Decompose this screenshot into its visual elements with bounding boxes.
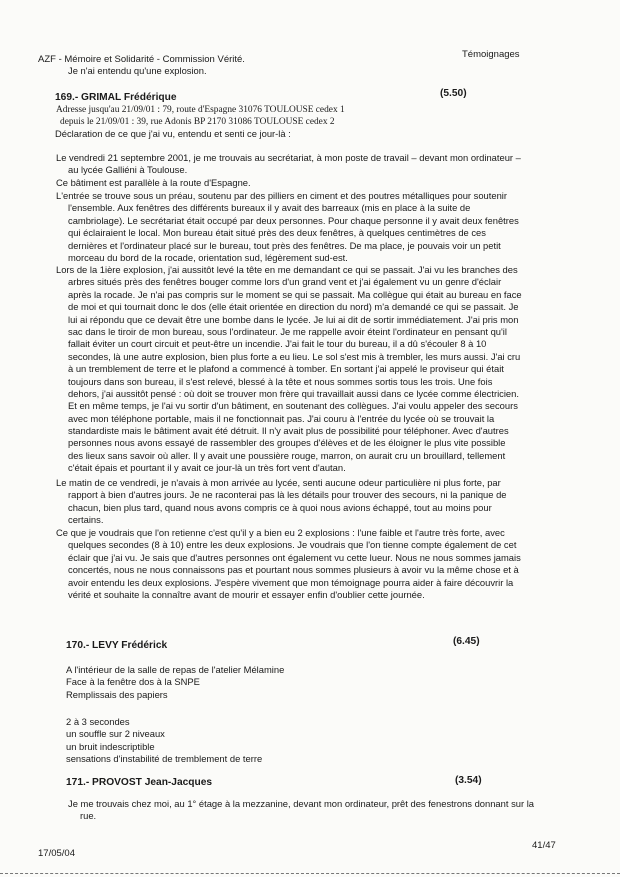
entry-171-title: 171.- PROVOST Jean-Jacques: [66, 777, 213, 788]
entry-169-address-2: depuis le 21/09/01 : 39, rue Adonis BP 2170 31086 TOULOUSE cedex 2: [60, 117, 335, 127]
entry-169-intro: Déclaration de ce que j'ai vu, entendu et senti ce jour-là :: [55, 128, 291, 139]
entry-170-sensation-lines: 2 à 3 secondes un souffle sur 2 niveaux un bruit indescriptible sensations d'instabilité de tremblement de terre: [66, 716, 263, 765]
entry-170-code: (6.45): [453, 636, 480, 647]
entry-169-title: 169.- GRIMAL Frédérique: [55, 92, 177, 103]
entry-169-code: (5.50): [440, 88, 467, 99]
entry-170-title: 170.- LEVY Frédérick: [66, 640, 168, 651]
entry-169-paragraph-1: Le vendredi 21 septembre 2001, je me trouvais au secrétariat, à mon poste de travail – devant mon ordinateur – au lycée Galliéni à Toulouse.: [56, 152, 521, 176]
entry-169-paragraph-3: L'entrée se trouve sous un préau, soutenu par des pilliers en ciment et des poutres métalliques pour soutenir l'ensemble. Aux fenêtres des différents bureaux il y avait des barreaux (mis en place à la suite de cambriolage). Le secrétariat était occupé par deux personnes. Pour chaque personne il y avait deux fenêtres qui éclairaient le local. Mon bureau était situé près des deux fenêtres, à quelques centimètres de ces dernières et l'ordinateur placé sur le bureau, tout près des fenêtres. De ma place, je pouvais voir un petit morceau du bord de la rocade, orientation sud, légèrement sud-est.: [56, 190, 519, 263]
entry-171-text: Je me trouvais chez moi, au 1° étage à la mezzanine, devant mon ordinateur, prêt des fenestrons donnant sur la rue.: [68, 798, 534, 822]
entry-169-paragraph-5: Le matin de ce vendredi, je n'avais à mon arrivée au lycée, senti aucune odeur particulière ni plus forte, par rapport à bien d'autres jours. Je ne raconterai pas là les détails pour trouver des secours, ni la panique de chacun, bien plus tard, quand nous avons compris ce à quoi nous avions échappé, tout au moins pour certains.: [56, 477, 507, 526]
continued-text: Je n'ai entendu qu'une explosion.: [68, 65, 207, 76]
footer-date: 17/05/04: [38, 848, 75, 859]
entry-171-code: (3.54): [455, 775, 482, 786]
entry-170-location-lines: A l'intérieur de la salle de repas de l'atelier Mélamine Face à la fenêtre dos à la SNPE Remplissais des papiers: [66, 664, 285, 700]
header-organization: AZF - Mémoire et Solidarité - Commission Vérité.: [38, 54, 245, 65]
scan-edge-rule: [0, 873, 620, 874]
entry-169-paragraph-6: Ce que je voudrais que l'on retienne c'est qu'il y a bien eu 2 explosions : l'une faible et l'autre très forte, avec quelques secondes (8 à 10) entre les deux explosions. Je voudrais que l'on tienne compte également de cet éclair que j'ai vu. Je sais que d'autres personnes ont également vu cette lueur. Nous ne nous sommes jamais concertés, nous ne nous connaissons pas et pourtant nous sommes plusieurs à avoir vu la même chose et à avoir entendu les deux explosions. J'espère vivement que mon témoignage pourra aider à faire découvrir la vérité et souhaite la connaître avant de mourir et essayer enfin d'oublier cette journée.: [56, 527, 521, 600]
header-section: Témoignages: [462, 49, 520, 60]
entry-169-paragraph-2: Ce bâtiment est parallèle à la route d'Espagne.: [56, 177, 251, 188]
entry-169-address-1: Adresse jusqu'au 21/09/01 : 79, route d'Espagne 31076 TOULOUSE cedex 1: [56, 105, 345, 115]
page-number: 41/47: [532, 840, 556, 851]
entry-169-paragraph-4: Lors de la 1ière explosion, j'ai aussitôt levé la tête en me demandant ce qui se passait. J'ai vu les branches des arbres situés près des fenêtres bouger comme lors d'un grand vent et j'ai également vu un genre d'éclair après la rocade. Je n'ai pas compris sur le moment se qui se passait. Ma collègue qui était au bureau en face de moi et qui tournait donc le dos (elle était orientée en direction du nord) m'a demandé ce qui se passait. Je lui ai répondu que ce devait être une bombe dans le lycée. Je lui ai dit de sortir immédiatement. J'ai pris mon sac dans le tiroir de mon bureau, sous l'ordinateur. Je me rappelle avoir éteint l'ordinateur en pensant qu'il fallait éviter un court circuit et peut-être un incendie. J'ai fait le tour du bureau, il a dû s'écouler 8 à 10 secondes, là une autre explosion, bien plus forte a eu lieu. Le sol s'est mis à trembler, les murs aussi. J'ai cru à un tremblement de terre et le plafond a commencé à tomber. En sortant j'ai appelé le proviseur qui était toujours dans son bureau, il s'est relevé, blessé à la tête et nous sommes sortis tous les trois. Une fois dehors, j'ai aussitôt pensé : où doit se trouver mon frère qui travaillait aussi dans ce lycée comme électricien. Et en même temps, je l'ai vu sortir d'un bâtiment, en soutenant des collègues. J'ai voulu appeler des secours avec mon téléphone portable, mais il ne fonctionnait pas. J'ai couru à l'entrée du lycée où se trouvait la standardiste mais le bâtiment avait été détruit. Il n'y avait plus de possibilité pour téléphoner. Avec d'autres personnes nous avons essayé de rassembler des groupes d'élèves et de les éloigner le plus vite possible des lieux sans savoir où aller. Il y avait une poussière rouge, marron, on aurait cru un brouillard, tellement c'était épais et pourtant il y avait ce jour-là un très fort vent d'autan.: [56, 264, 522, 474]
